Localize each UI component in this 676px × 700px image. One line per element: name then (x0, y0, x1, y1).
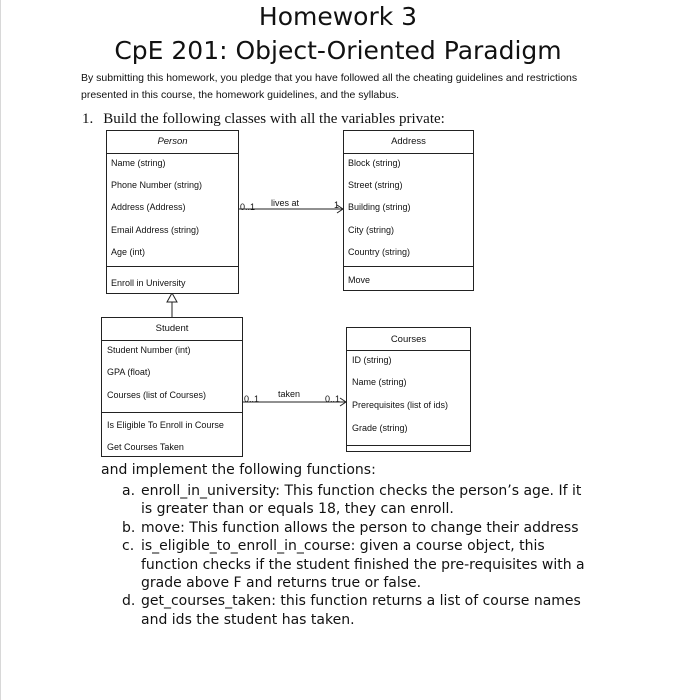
functions-intro: and implement the following functions: (101, 462, 376, 478)
courses-attr-grade: Grade (string) (352, 423, 408, 433)
address-method-move: Move (348, 275, 371, 285)
divider (344, 266, 473, 267)
person-attr-address: Address (Address) (111, 202, 186, 212)
class-student (101, 317, 243, 457)
class-address-name: Address (391, 136, 426, 147)
student-method-eligible: Is Eligible To Enroll in Course (107, 420, 224, 430)
function-item-d (122, 592, 592, 629)
list-marker: b. (122, 519, 136, 536)
class-person (106, 130, 239, 294)
functions-list (122, 482, 592, 629)
student-method-get-courses: Get Courses Taken (107, 442, 184, 452)
class-courses-name: Courses (390, 334, 427, 345)
question-text: Build the following classes with all the variables private: (103, 111, 445, 127)
courses-attr-prereq: Prerequisites (list of ids) (352, 400, 449, 410)
divider (102, 340, 242, 341)
function-text: get_courses_taken: this function returns a list of course names and ids the student has taken. (141, 593, 581, 628)
student-attr-courses: Courses (list of Courses) (107, 390, 207, 400)
address-attr-building: Building (string) (348, 202, 411, 212)
function-text: move: This function allows the person to change their address (141, 519, 579, 536)
divider (107, 266, 238, 267)
function-item-c (122, 537, 592, 592)
taken-label: taken (278, 389, 301, 399)
student-attr-number: Student Number (int) (107, 345, 191, 355)
lives-at-label: lives at (271, 198, 300, 208)
person-attr-email: Email Address (string) (111, 225, 200, 235)
person-attr-age: Age (int) (111, 247, 146, 257)
class-courses (346, 327, 471, 452)
person-method-enroll: Enroll in University (111, 278, 186, 288)
divider (347, 445, 470, 446)
class-person-name: Person (157, 136, 188, 147)
lives-at-source-multiplicity: 0..1 (240, 202, 256, 212)
person-attr-phone: Phone Number (string) (111, 180, 203, 190)
list-marker: a. (122, 483, 136, 499)
divider (344, 153, 473, 154)
function-text: is_eligible_to_enroll_in_course: given a course object, this function checks if the student finished the pre-requisites with a grade above F and returns true or false. (141, 538, 585, 592)
lives-at-target-multiplicity: 1 (334, 200, 340, 210)
divider (102, 412, 242, 413)
function-item-a (122, 482, 592, 519)
courses-attr-name: Name (string) (352, 377, 407, 387)
class-address (343, 130, 474, 291)
address-attr-street: Street (string) (348, 180, 403, 190)
address-attr-city: City (string) (348, 225, 395, 235)
address-attr-country: Country (string) (348, 247, 411, 257)
taken-source-multiplicity: 0..1 (244, 394, 260, 404)
course-title: CpE 201: Object-Oriented Paradigm (114, 36, 562, 65)
address-attr-block: Block (string) (348, 158, 401, 168)
list-marker: c. (122, 538, 135, 555)
page-title: Homework 3 (258, 2, 418, 31)
divider (107, 153, 238, 154)
pledge-text: By submitting this homework, you pledge that you have followed all the cheating guidelines and restrictions presented in this course, the homework guidelines, and the syllabus. (81, 72, 578, 101)
question-number: 1. (82, 111, 94, 127)
inheritance-arrowhead (167, 293, 177, 302)
person-attr-name: Name (string) (111, 158, 166, 168)
function-text: enroll_in_university: This function checks the person’s age. If it is greater than or equals 18, they can enroll. (141, 483, 582, 518)
student-attr-gpa: GPA (float) (107, 367, 151, 377)
class-student-name: Student (155, 323, 189, 334)
divider (347, 350, 470, 351)
courses-attr-id: ID (string) (352, 355, 392, 365)
list-marker: d. (122, 593, 136, 610)
function-item-b (122, 519, 592, 537)
taken-target-multiplicity: 0..1 (325, 394, 341, 404)
